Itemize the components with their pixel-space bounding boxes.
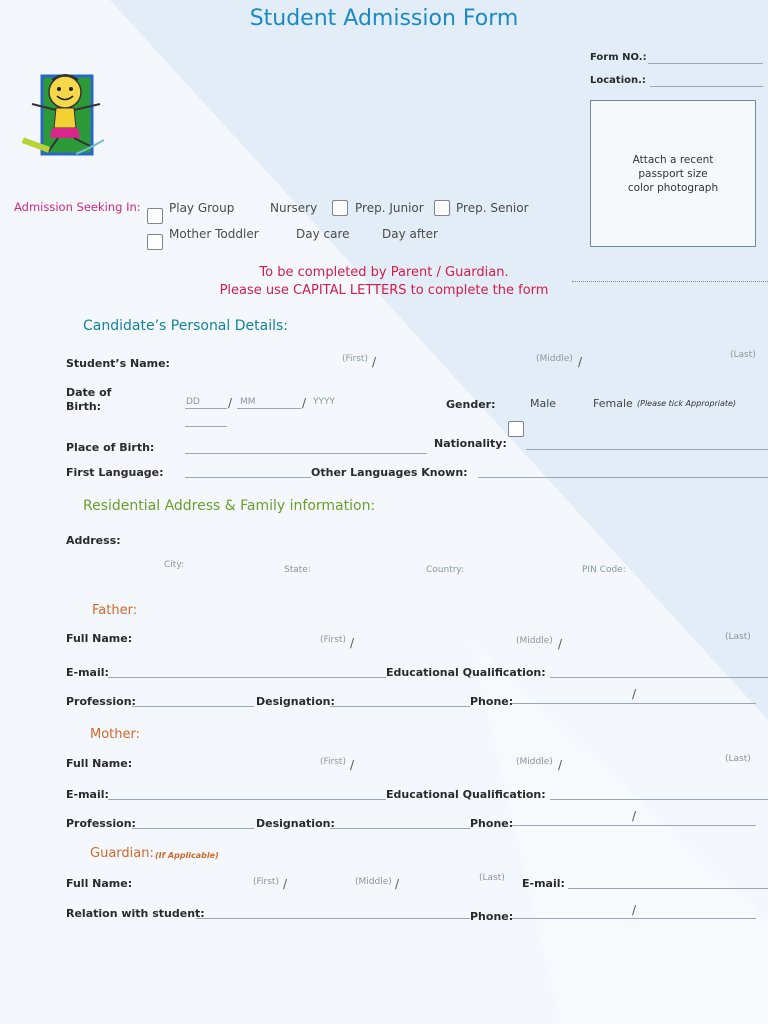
first-language-field[interactable] — [185, 477, 311, 478]
father-email-field[interactable] — [108, 677, 386, 678]
father-designation-field[interactable] — [330, 706, 470, 707]
city-hint: City: — [164, 560, 185, 570]
separator: / — [302, 396, 307, 410]
other-languages-field[interactable] — [478, 477, 768, 478]
separator: / — [578, 355, 583, 369]
father-phone-label: Phone: — [470, 695, 514, 708]
prep-junior-label: Prep. Junior — [355, 201, 424, 215]
father-education-label: Educational Qualification: — [386, 666, 546, 679]
other-languages-label: Other Languages Known: — [311, 466, 468, 479]
instruction-line-1: To be completed by Parent / Guardian. — [259, 265, 509, 280]
separator: / — [632, 903, 637, 917]
separator: / — [558, 758, 563, 772]
male-option[interactable]: Male — [530, 397, 557, 410]
father-email-label: E-mail: — [66, 666, 109, 679]
country-hint: Country: — [426, 565, 465, 575]
first-language-label: First Language: — [66, 466, 164, 479]
tick-note: (Please tick Appropriate) — [637, 399, 737, 408]
mother-profession-label: Profession: — [66, 817, 136, 830]
mother-toddler-label: Mother Toddler — [169, 227, 259, 241]
day-care-label: Day care — [296, 227, 350, 241]
mm-hint: MM — [240, 397, 256, 407]
play-group-checkbox[interactable] — [147, 208, 163, 224]
last-hint: (Last) — [725, 632, 751, 642]
yyyy-hint: YYYY — [313, 397, 335, 407]
yyyy-field[interactable] — [185, 426, 227, 427]
kid-logo — [18, 66, 118, 166]
location-field[interactable] — [650, 86, 763, 87]
father-designation-label: Designation: — [256, 695, 335, 708]
prep-senior-label: Prep. Senior — [456, 201, 529, 215]
father-phone-field[interactable] — [512, 703, 756, 704]
guardian-phone-field[interactable] — [512, 918, 756, 919]
address-label: Address: — [66, 534, 121, 547]
guardian-heading: Guardian: — [90, 846, 154, 861]
residential-heading: Residential Address & Family information: — [83, 498, 376, 514]
mother-phone-label: Phone: — [470, 817, 514, 830]
mother-profession-field[interactable] — [132, 828, 254, 829]
mother-toddler-checkbox[interactable] — [147, 234, 163, 250]
last-hint: (Last) — [725, 754, 751, 764]
mother-heading: Mother: — [90, 727, 141, 742]
guardian-relation-label: Relation with student: — [66, 907, 205, 920]
nursery-label: Nursery — [270, 201, 318, 215]
mother-designation-label: Designation: — [256, 817, 335, 830]
photo-instructions: Attach a recent passport size color photograph — [627, 154, 719, 194]
father-profession-label: Profession: — [66, 695, 136, 708]
separator: / — [558, 637, 563, 651]
mother-phone-field[interactable] — [512, 825, 756, 826]
separator: / — [350, 636, 355, 650]
dob-label-cont: Birth: — [66, 400, 102, 413]
first-hint: (First) — [253, 877, 279, 887]
dd-field[interactable] — [185, 408, 227, 409]
student-name-label: Student’s Name: — [66, 357, 170, 370]
separator: / — [632, 687, 637, 701]
first-hint: (First) — [320, 635, 346, 645]
dob-label: Date of — [66, 386, 112, 399]
dd-hint: DD — [186, 397, 200, 407]
mother-education-label: Educational Qualification: — [386, 788, 546, 801]
first-hint: (First) — [320, 757, 346, 767]
place-of-birth-field[interactable] — [185, 453, 427, 454]
mother-full-name-label: Full Name: — [66, 757, 133, 770]
last-hint: (Last) — [479, 873, 505, 883]
female-option[interactable]: Female — [593, 397, 633, 410]
prep-junior-checkbox[interactable] — [332, 200, 348, 216]
form-no-field[interactable] — [648, 63, 763, 64]
middle-hint: (Middle) — [536, 354, 573, 364]
day-after-label: Day after — [382, 227, 438, 241]
admission-label: Admission Seeking In: — [14, 200, 141, 214]
guardian-phone-label: Phone: — [470, 910, 514, 923]
guardian-relation-field[interactable] — [196, 918, 470, 919]
gender-checkbox[interactable] — [508, 421, 524, 437]
guardian-full-name-label: Full Name: — [66, 877, 133, 890]
separator: / — [395, 877, 400, 891]
photo-box[interactable] — [590, 100, 756, 247]
mother-education-field[interactable] — [550, 799, 768, 800]
form-no-label: Form NO.: — [590, 52, 647, 63]
mother-email-field[interactable] — [108, 799, 386, 800]
middle-hint: (Middle) — [516, 636, 553, 646]
guardian-email-label: E-mail: — [522, 877, 565, 890]
mm-field[interactable] — [237, 408, 301, 409]
candidate-heading: Candidate’s Personal Details: — [83, 318, 288, 334]
middle-hint: (Middle) — [355, 877, 392, 887]
separator: / — [350, 758, 355, 772]
mother-designation-field[interactable] — [330, 828, 470, 829]
father-profession-field[interactable] — [132, 706, 254, 707]
father-full-name-label: Full Name: — [66, 632, 133, 645]
father-education-field[interactable] — [550, 677, 768, 678]
mother-email-label: E-mail: — [66, 788, 109, 801]
form-title: Student Admission Form — [249, 6, 519, 31]
first-hint: (First) — [342, 354, 368, 364]
play-group-label: Play Group — [169, 201, 235, 215]
separator: / — [228, 396, 233, 410]
separator: / — [632, 809, 637, 823]
location-label: Location.: — [590, 75, 646, 86]
pin-hint: PIN Code: — [582, 565, 626, 575]
nationality-field[interactable] — [526, 449, 768, 450]
prep-senior-checkbox[interactable] — [434, 200, 450, 216]
separator: / — [283, 877, 288, 891]
signature-dotted-line — [572, 281, 768, 282]
last-hint: (Last) — [730, 350, 756, 360]
instruction-line-2: Please use CAPITAL LETTERS to complete the form — [219, 283, 549, 298]
separator: / — [372, 355, 377, 369]
guardian-email-field[interactable] — [568, 888, 768, 889]
father-heading: Father: — [92, 603, 138, 618]
middle-hint: (Middle) — [516, 757, 553, 767]
guardian-applicable-note: (If Applicable) — [155, 851, 219, 860]
gender-label: Gender: — [446, 398, 496, 411]
state-hint: State: — [284, 565, 311, 575]
place-of-birth-label: Place of Birth: — [66, 441, 155, 454]
nationality-label: Nationality: — [434, 437, 507, 450]
